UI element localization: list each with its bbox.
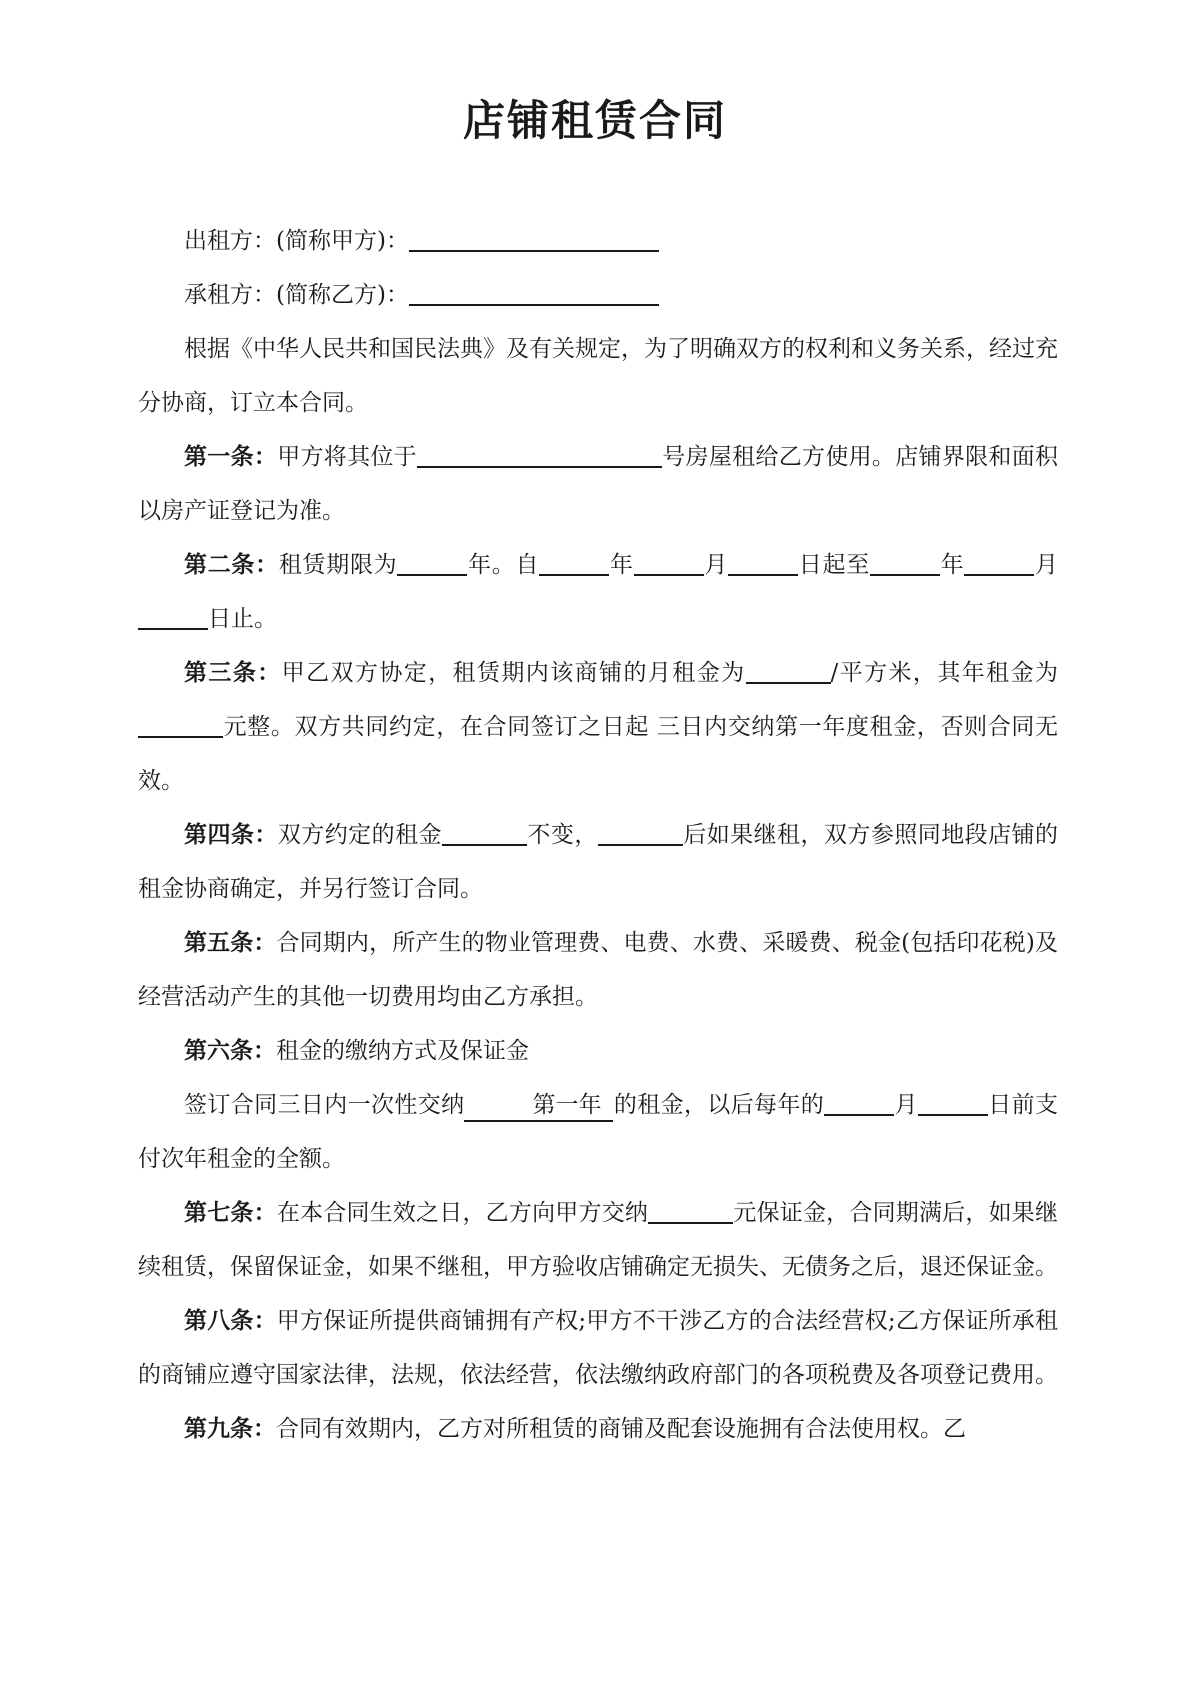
article-7-heading: 第七条： [184,1200,277,1226]
lessor-line [138,214,1058,268]
location-blank[interactable] [417,441,662,468]
article-3-text: 甲乙双方协定，租赁期内该商铺的月租金为 [281,660,746,686]
article-2-heading: 第二条： [184,552,279,578]
payment-month-blank[interactable] [824,1089,894,1116]
payment-text: 日前支付次年租金的全额。 [138,1092,1059,1172]
article-9-heading: 第九条： [184,1416,276,1442]
article-8-heading: 第八条： [184,1308,277,1334]
article-2-text: 月 [703,552,729,578]
article-4 [138,808,1058,916]
article-2-text: 年 [939,552,965,578]
article-2-text: 租赁期限为 [278,552,398,578]
start-year-blank[interactable] [539,549,609,576]
payment-text: 的租金，以后每年的 [613,1092,825,1118]
end-month-blank[interactable] [964,549,1034,576]
article-2-text: 年。自 [467,552,540,578]
article-5-text: 合同期内，所产生的物业管理费、电费、水费、采暖费、税金(包括印花税)及经营活动产生的其他一切费用均由乙方承担。 [138,930,1058,1010]
payment-text: 月 [894,1092,918,1118]
payment-text: 签订合同三日内一次性交纳 [184,1092,465,1118]
article-3-heading: 第三条： [184,660,282,686]
article-6-payment [138,1078,1058,1186]
article-8 [138,1294,1058,1402]
lessor-label: 出租方：(简称甲方)： [184,228,409,254]
monthly-rent-blank[interactable] [746,657,831,684]
article-2-text: 月 [1034,552,1059,578]
renewal-period-blank[interactable] [598,819,683,846]
article-3-text: 元整。双方共同约定，在合同签订之日起 三日内交纳第一年度租金，否则合同无效。 [138,714,1058,794]
article-4-text: 不变， [526,822,598,848]
lessee-label: 承租方：(简称乙方)： [184,282,409,308]
article-2-text: 日起至 [798,552,870,578]
article-7-text: 在本合同生效之日，乙方向甲方交纳 [276,1200,649,1226]
deposit-blank[interactable] [648,1197,733,1224]
article-2-text: 日止。 [208,606,277,632]
article-8-text: 甲方保证所提供商铺拥有产权;甲方不干涉乙方的合法经营权;乙方保证所承租的商铺应遵守国家法律，法规，依法经营，依法缴纳政府部门的各项税费及各项登记费用。 [138,1308,1059,1388]
article-5 [138,916,1058,1024]
article-3-text: /平方米，其年租金为 [830,660,1059,686]
annual-rent-blank[interactable] [138,711,223,738]
article-1 [138,430,1058,538]
article-4-heading: 第四条： [184,822,278,848]
document-title: 店铺租赁合同 [462,96,727,145]
article-6-text: 租金的缴纳方式及保证金 [276,1038,529,1064]
end-day-blank[interactable] [138,603,208,630]
article-6 [138,1024,1058,1078]
article-5-heading: 第五条： [184,930,277,956]
lessee-blank[interactable] [409,279,659,306]
first-year-filled: 第一年 [464,1091,613,1122]
article-2 [138,538,1058,646]
article-1-text-a: 甲方将其位于 [277,444,417,470]
contract-body [138,214,1058,1456]
lessor-blank[interactable] [409,225,659,252]
article-7 [138,1186,1058,1294]
article-9-text: 合同有效期内，乙方对所租赁的商铺及配套设施拥有合法使用权。乙 [276,1416,966,1442]
start-month-blank[interactable] [634,549,704,576]
article-6-heading: 第六条： [184,1038,276,1064]
lessee-line [138,268,1058,322]
start-day-blank[interactable] [728,549,798,576]
article-7-text: 元保证金，合同期满后，如果继续租赁，保留保证金，如果不继租，甲方验收店铺确定无损失、无债务之后，退还保证金。 [138,1200,1059,1280]
term-years-blank[interactable] [397,549,467,576]
article-3 [138,646,1058,808]
article-9 [138,1402,1058,1456]
preamble: 根据《中华人民共和国民法典》及有关规定，为了明确双方的权利和义务关系，经过充分协商，订立本合同。 [138,336,1058,416]
article-1-heading: 第一条： [184,444,278,470]
payment-day-blank[interactable] [918,1089,988,1116]
article-4-text: 后如果继租，双方参照同地段店铺的租金协商确定，并另行签订合同。 [138,822,1059,902]
end-year-blank[interactable] [870,549,940,576]
article-2-text: 年 [609,552,634,578]
fixed-rent-blank[interactable] [442,819,527,846]
article-1-text-b: 号房屋租给乙方使用。店铺界限和面积以房产证登记为准。 [138,444,1059,524]
article-4-text: 双方约定的租金 [277,822,442,848]
